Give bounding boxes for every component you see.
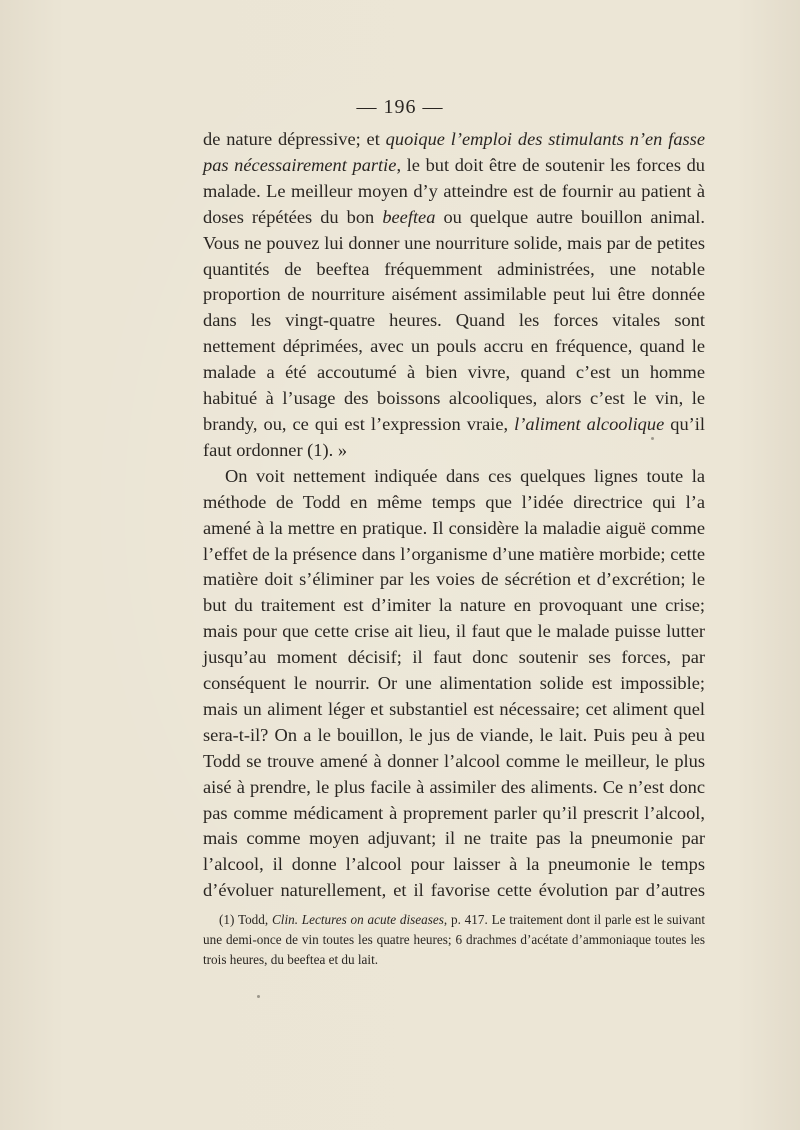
body-text [203, 127, 705, 904]
paragraph-text: , le but doit être de soutenir les forces du malade. Le meilleur moyen d’y atteindre est de fournir au patient à doses répétées du bon [203, 154, 706, 227]
paper-speck [257, 995, 260, 998]
footnote-title: Clin. Lectures on acute diseases [271, 912, 444, 927]
italic-phrase: l’aliment alcoolique [514, 413, 665, 434]
paper-speck [651, 437, 654, 440]
italic-phrase: quoique l’emploi des stimulants n’en fasse pas nécessairement partie [203, 129, 705, 175]
page-number: — 196 — [356, 96, 444, 118]
paragraph-text: qu’il faut ordonner (1). » [203, 413, 705, 460]
footnote [203, 910, 705, 970]
paragraph-quotation [203, 127, 705, 464]
paragraph-text: ou quelque autre bouillon animal. Vous ne pouvez lui donner une nourriture solide, mais par de petites quantités de beeftea fréquemment administrées, une notable proportion de nourriture aisément assimilable peut lui être donnée dans les vingt-quatre heures. Quand les forces vitales sont nettement déprimées, avec un pouls accru en fréquence, quand le malade a été accoutumé à bien vivre, quand c’est un homme habitué à l’usage des boissons alcooliques, alors c’est le vin, le brandy, ou, ce qui est l’expression vraie, [203, 206, 706, 434]
italic-word: beeftea [382, 206, 436, 227]
paragraph-text: de nature dépressive; et [203, 129, 386, 149]
footnote-text: (1) Todd, [219, 912, 272, 927]
footnote-text: , p. 417. Le traitement dont il parle est le suivant une demi-once de vin toutes les quatre heures; 6 drachmes d’acétate d’ammoniaque toutes les trois heures, du beeftea et du lait. [203, 912, 706, 967]
paragraph-commentary: On voit nettement indiquée dans ces quelques lignes toute la méthode de Todd en même temps que l’idée directrice qui l’a amené à la mettre en pratique. Il considère la maladie aiguë comme l’effet de la présence dans l’organisme d’une matière morbide; cette matière doit s’éliminer par les voies de sécrétion et d’excrétion; le but du traitement est d’imiter la nature en provoquant une crise; mais pour que cette crise ait lieu, il faut que le malade puisse lutter jusqu’au moment décisif; il faut donc soutenir ses forces, par conséquent le nourrir. Or une alimentation solide est impossible; mais un aliment léger et substantiel est nécessaire; cet aliment quel sera-t-il? On a le bouillon, le jus de viande, le lait. Puis peu à peu Todd se trouve amené à donner l’alcool comme le meilleur, le plus aisé à prendre, le plus facile à assimiler des aliments. Ce n’est donc pas comme médicament à proprement parler qu’il prescrit l’alcool, mais comme moyen adjuvant; il ne traite pas la pneumonie par l’alcool, il donne l’alcool pour laisser à la pneumonie le temps d’évoluer naturellement, et il favorise cette évolution par d’autres [203, 465, 705, 901]
